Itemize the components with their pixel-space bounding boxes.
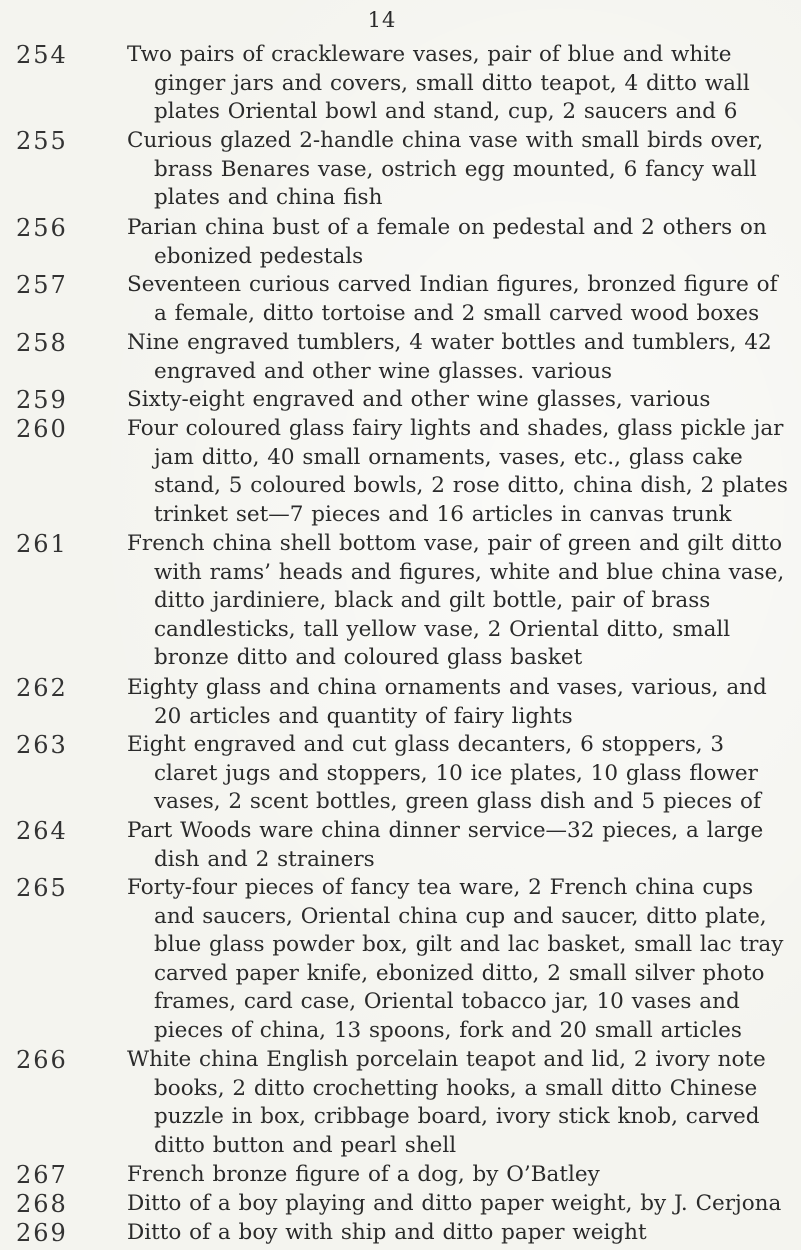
lot-entry <box>0 731 801 817</box>
lot-description: French bronze figure of a dog, by O’Batley <box>127 1162 600 1187</box>
lot-description: Ditto of a boy with ship and ditto paper weight <box>127 1220 647 1245</box>
lot-number: 261 <box>16 530 68 558</box>
lot-entry <box>0 1190 801 1219</box>
lot-number: 263 <box>16 731 68 759</box>
lot-description: Nine engraved tumblers, 4 water bottles and tumblers, 42 engraved and other wine glasses. various <box>127 330 772 384</box>
lot-number: 264 <box>16 817 68 845</box>
lot-description: Parian china bust of a female on pedestal and 2 others on ebonized pedestals <box>127 215 767 269</box>
lot-number: 254 <box>16 41 68 69</box>
lot-number: 258 <box>16 329 68 357</box>
lot-entry <box>0 674 801 731</box>
lot-number: 260 <box>16 415 68 443</box>
lot-entry <box>0 530 801 673</box>
lot-number: 259 <box>16 386 68 414</box>
lot-entry <box>0 817 801 874</box>
lot-entry <box>0 874 801 1046</box>
lot-description: Two pairs of crackleware vases, pair of blue and white ginger jars and covers, small ditto teapot, 4 ditto wall plates Oriental bowl and stand, cup, 2 saucers and 6 <box>127 42 750 125</box>
lot-number: 268 <box>16 1190 68 1218</box>
lot-description: Curious glazed 2-handle china vase with small birds over, brass Benares vase, ostrich egg mounted, 6 fancy wall plates and china fish <box>127 128 764 211</box>
lot-description: Seventeen curious carved Indian figures, bronzed figure of a female, ditto tortoise and 2 small carved wood boxes <box>127 272 778 326</box>
lot-entry <box>0 1219 801 1248</box>
lot-number: 265 <box>16 874 68 902</box>
lot-description: Forty-four pieces of fancy tea ware, 2 French china cups and saucers, Oriental china cup and saucer, ditto plate, blue glass powder box, gilt and lac basket, small lac tray carved paper knife, ebonized ditto, 2 small silver photo frames, card case, Oriental tobacco jar, 10 vases and pieces of china, 13 spoons, fork and 20 small articles <box>127 875 784 1043</box>
lot-number: 266 <box>16 1046 68 1074</box>
lot-number: 255 <box>16 127 68 155</box>
lot-description: Ditto of a boy playing and ditto paper weight, by J. Cerjona <box>127 1191 782 1216</box>
lot-number: 267 <box>16 1161 68 1189</box>
lot-description: French china shell bottom vase, pair of green and gilt ditto with rams’ heads and figures, white and blue china vase, ditto jardiniere, black and gilt bottle, pair of brass candlesticks, tall yellow vase, 2 Oriental ditto, small bronze ditto and coloured glass basket <box>127 531 785 671</box>
lot-number: 262 <box>16 674 68 702</box>
lot-entry <box>0 127 801 213</box>
lot-description: Sixty-eight engraved and other wine glasses, various <box>127 387 711 412</box>
lot-entry <box>0 214 801 271</box>
lot-entry <box>0 386 801 415</box>
page-number: 14 <box>367 8 397 32</box>
lot-entry <box>0 415 801 530</box>
lot-entry <box>0 1046 801 1161</box>
lot-description: Four coloured glass fairy lights and shades, glass pickle jar jam ditto, 40 small ornaments, vases, etc., glass cake stand, 5 coloured bowls, 2 rose ditto, china dish, 2 plates trinket set—7 pieces and 16 articles in canvas trunk <box>127 416 788 527</box>
lot-description: Eighty glass and china ornaments and vases, various, and 20 articles and quantity of fairy lights <box>127 675 767 729</box>
lot-description: Part Woods ware china dinner service—32 pieces, a large dish and 2 strainers <box>127 818 764 872</box>
lot-description: White china English porcelain teapot and lid, 2 ivory note books, 2 ditto crochetting hooks, a small ditto Chinese puzzle in box, cribbage board, ivory stick knob, carved ditto button and pearl shell <box>127 1047 766 1158</box>
lot-entry <box>0 41 801 127</box>
lot-number: 256 <box>16 214 68 242</box>
lot-entry <box>0 329 801 386</box>
lot-number: 269 <box>16 1219 68 1247</box>
lot-number: 257 <box>16 271 68 299</box>
lot-description: Eight engraved and cut glass decanters, 6 stoppers, 3 claret jugs and stoppers, 10 ice plates, 10 glass flower vases, 2 scent bottles, green glass dish and 5 pieces of <box>127 732 761 815</box>
lot-entry <box>0 271 801 328</box>
lot-entry <box>0 1161 801 1190</box>
